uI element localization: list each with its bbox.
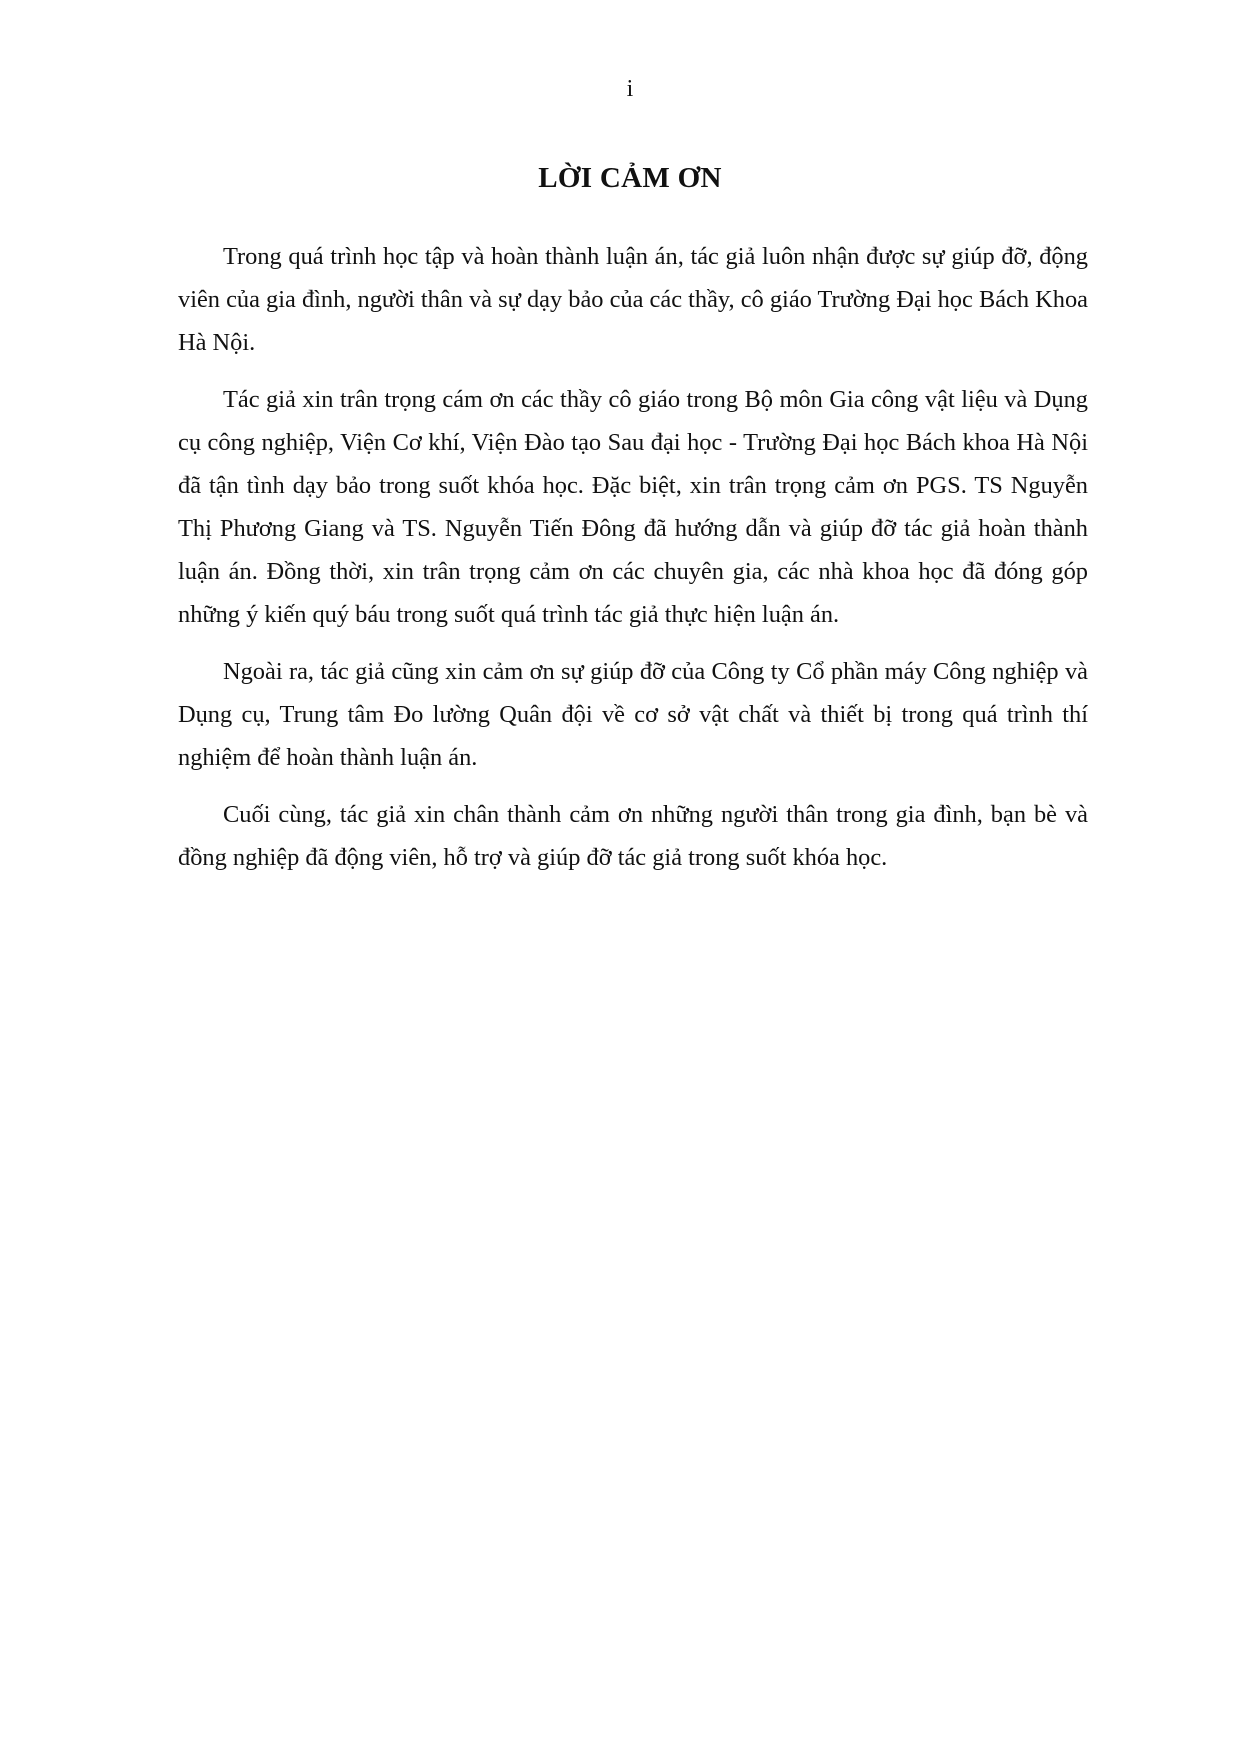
page-number: i: [626, 76, 634, 102]
acknowledgement-body: [178, 235, 1088, 893]
paragraph-4: Cuối cùng, tác giả xin chân thành cảm ơn những người thân trong gia đình, bạn bè và đồng nghiệp đã động viên, hỗ trợ và giúp đỡ tác giả trong suốt khóa học.: [178, 801, 1088, 871]
paragraph-1: Trong quá trình học tập và hoàn thành luận án, tác giả luôn nhận được sự giúp đỡ, động viên của gia đình, người thân và sự dạy bảo của các thầy, cô giáo Trường Đại học Bách Khoa Hà Nội.: [178, 243, 1088, 356]
paragraph-2: Tác giả xin trân trọng cám ơn các thầy cô giáo trong Bộ môn Gia công vật liệu và Dụng cụ công nghiệp, Viện Cơ khí, Viện Đào tạo Sau đại học - Trường Đại học Bách khoa Hà Nội đã tận tình dạy bảo trong suốt khóa học. Đặc biệt, xin trân trọng cảm ơn PGS. TS Nguyễn Thị Phương Giang và TS. Nguyễn Tiến Đông đã hướng dẫn và giúp đỡ tác giả hoàn thành luận án. Đồng thời, xin trân trọng cảm ơn các chuyên gia, các nhà khoa học đã đóng góp những ý kiến quý báu trong suốt quá trình tác giả thực hiện luận án.: [178, 386, 1088, 628]
page-title: LỜI CẢM ƠN: [538, 162, 722, 194]
paragraph-3: Ngoài ra, tác giả cũng xin cảm ơn sự giúp đỡ của Công ty Cổ phần máy Công nghiệp và Dụng cụ, Trung tâm Đo lường Quân đội về cơ sở vật chất và thiết bị trong quá trình thí nghiệm để hoàn thành luận án.: [178, 658, 1088, 771]
